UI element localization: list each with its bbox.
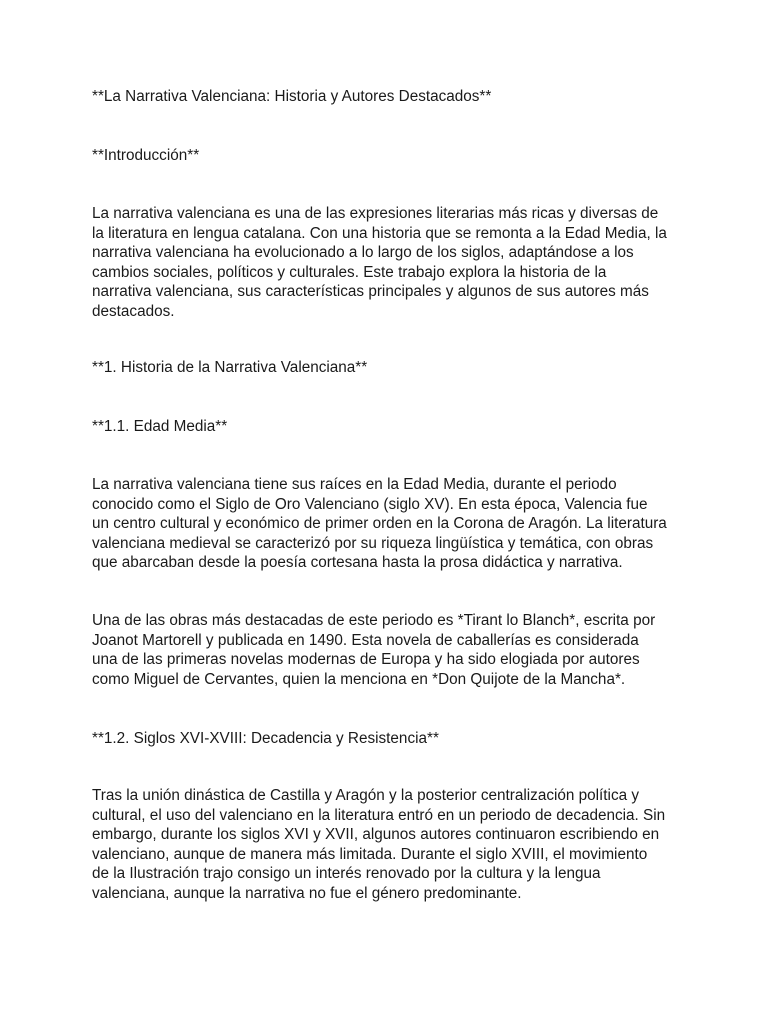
paragraph-line: como Miguel de Cervantes, quien la menciona en *Don Quijote de la Mancha*.	[92, 670, 626, 688]
paragraph-line: conocido como el Siglo de Oro Valenciano (siglo XV). En esta época, Valencia fue	[92, 495, 648, 513]
intro-heading: **Introducción**	[92, 147, 200, 164]
intro-paragraph	[92, 204, 692, 321]
paragraph-line: narrativa valenciana ha evolucionado a lo largo de los siglos, adaptándose a los	[92, 244, 634, 261]
paragraph-line: Una de las obras más destacadas de este periodo es *Tirant lo Blanch*, escrita por	[92, 612, 656, 629]
paragraph-line: de la Ilustración trajo consigo un interés renovado por la cultura y la lengua	[92, 865, 601, 882]
paragraph-line: La narrativa valenciana es una de las expresiones literarias más ricas y diversas de	[92, 205, 659, 222]
document-title: **La Narrativa Valenciana: Historia y Autores Destacados**	[92, 88, 492, 105]
paragraph-line: La narrativa valenciana tiene sus raíces en la Edad Media, durante el periodo	[92, 476, 617, 493]
section1-1-paragraph-2	[92, 611, 692, 689]
section1-2-heading: **1.2. Siglos XVI-XVIII: Decadencia y Resistencia**	[92, 730, 439, 747]
paragraph-line: un centro cultural y económico de primer orden en la Corona de Aragón. La literatura	[92, 515, 667, 532]
paragraph-line: Joanot Martorell y publicada en 1490. Esta novela de caballerías es considerada	[92, 631, 639, 649]
paragraph-line: la literatura en lengua catalana. Con una historia que se remonta a la Edad Media, la	[92, 224, 667, 242]
section1-1-heading: **1.1. Edad Media**	[92, 418, 228, 435]
paragraph-line: Tras la unión dinástica de Castilla y Aragón y la posterior centralización política y	[92, 787, 639, 804]
paragraph-line: valenciano, aunque de manera más limitada. Durante el siglo XVIII, el movimiento	[92, 845, 648, 863]
section1-2-paragraph-1	[92, 786, 692, 903]
paragraph-line: cambios sociales, políticos y culturales. Este trabajo explora la historia de la	[92, 263, 607, 281]
paragraph-line: valenciana medieval se caracterizó por su riqueza lingüística y temática, con obras	[92, 534, 654, 552]
paragraph-line: narrativa valenciana, sus características principales y algunos de sus autores más	[92, 283, 649, 300]
section1-1-paragraph-1	[92, 475, 692, 573]
paragraph-line: una de las primeras novelas modernas de Europa y ha sido elogiada por autores	[92, 651, 640, 668]
section1-heading: **1. Historia de la Narrativa Valenciana**	[92, 359, 368, 376]
paragraph-line: que abarcaban desde la poesía cortesana hasta la prosa didáctica y narrativa.	[92, 554, 623, 571]
paragraph-line: valenciana, aunque la narrativa no fue el género predominante.	[92, 884, 522, 902]
paragraph-line: destacados.	[92, 302, 175, 320]
paragraph-line: embargo, durante los siglos XVI y XVII, algunos autores continuaron escribiendo en	[92, 826, 660, 843]
paragraph-line: cultural, el uso del valenciano en la literatura entró en un periodo de decadencia. Sin	[92, 806, 666, 824]
